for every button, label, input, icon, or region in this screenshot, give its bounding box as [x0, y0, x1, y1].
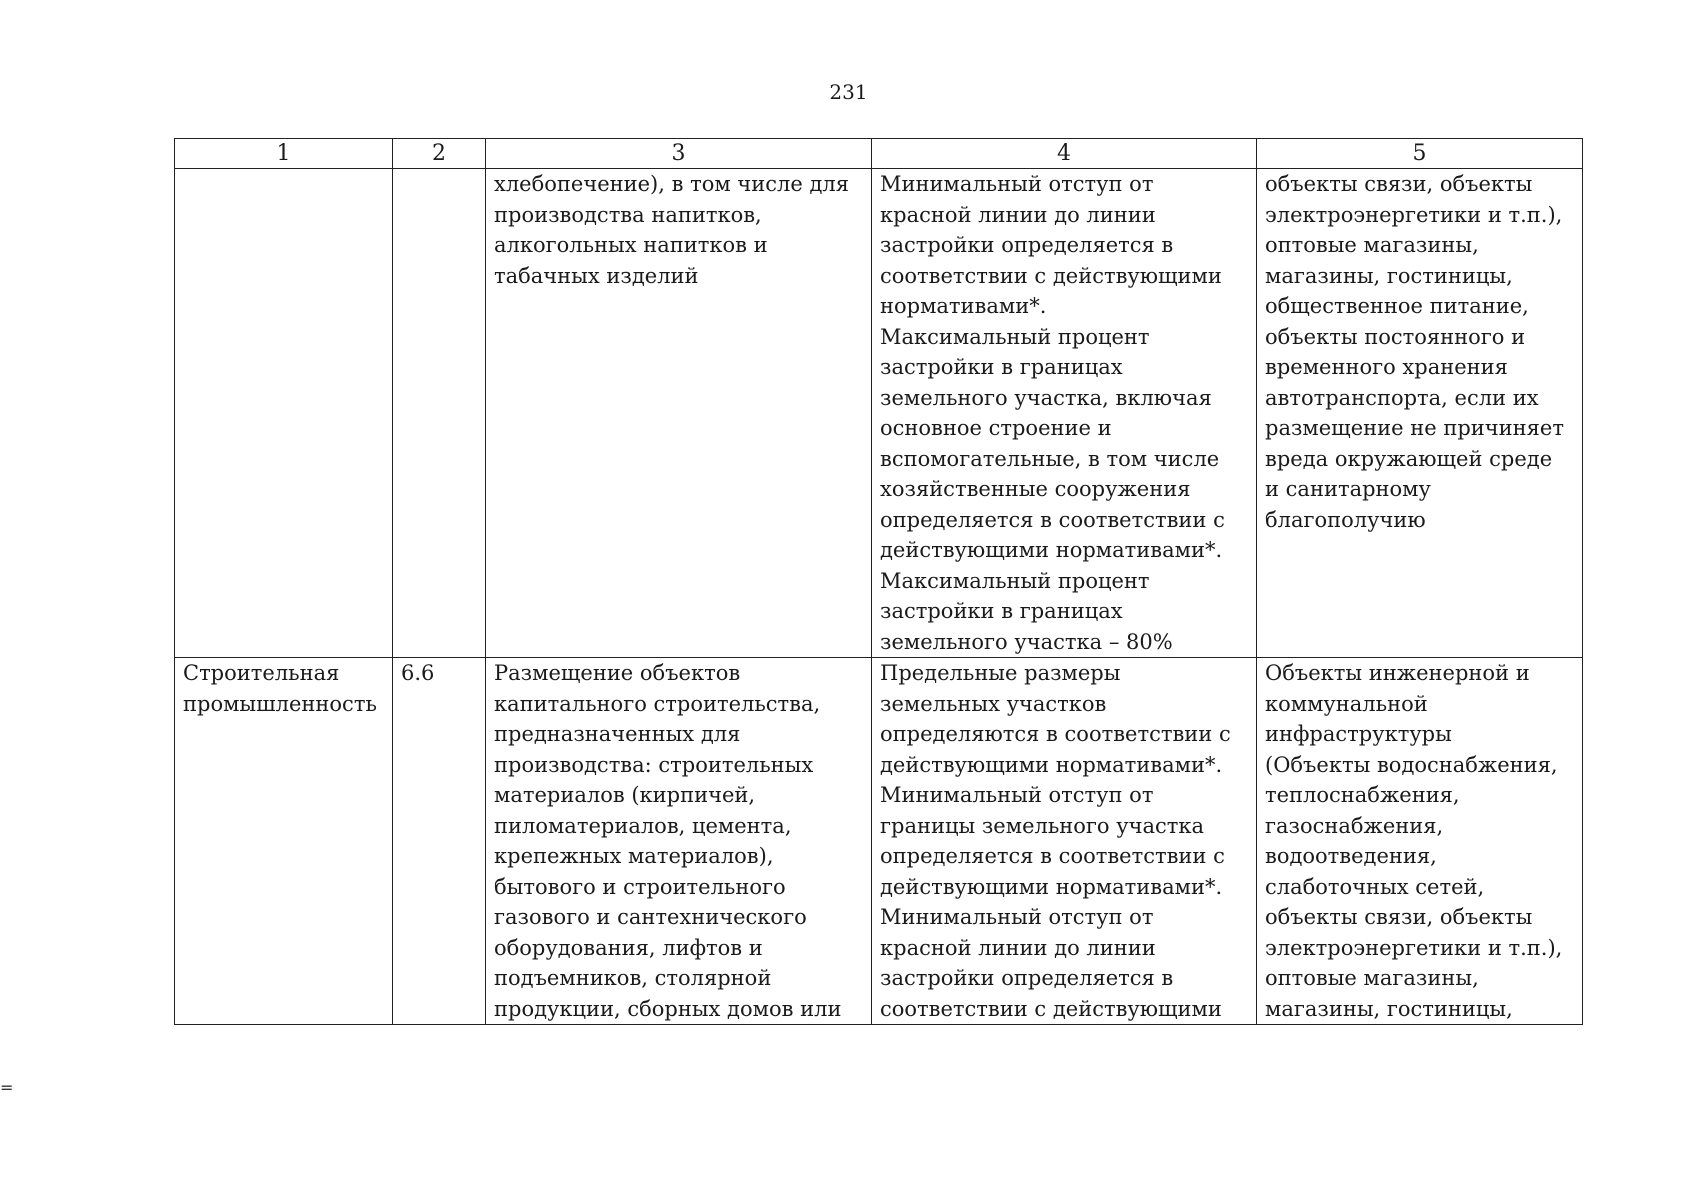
cell-text-line: электроэнергетики и т.п.),	[1265, 202, 1563, 227]
cell-text-line: соответствии с действующими	[880, 263, 1222, 288]
cell-text-line: объекты связи, объекты	[1265, 172, 1533, 196]
table-header-row	[175, 139, 1583, 169]
cell-text-line: красной линии до линии	[880, 935, 1156, 960]
cell-text-line: производства: строительных	[494, 752, 814, 777]
cell-text-line: застройки в границах	[880, 355, 1123, 379]
cell-text-line: капитального строительства,	[494, 691, 821, 716]
cell-land-use-name	[175, 658, 393, 1025]
cell-text-line: земельного участка, включая	[880, 385, 1212, 410]
page-number: 231	[829, 80, 868, 104]
cell-text-line: вспомогательные, в том числе	[880, 446, 1220, 471]
cell-text-line: действующими нормативами*.	[880, 538, 1223, 562]
cell-text-line: алкогольных напитков и	[494, 233, 768, 257]
cell-text-line: временного хранения	[1265, 355, 1508, 379]
cell-text-line: определяются в соответствии с	[880, 722, 1231, 746]
cell-text-line: Минимальный отступ от	[880, 172, 1154, 196]
cell-parameters	[872, 169, 1257, 658]
cell-text-line: объекты связи, объекты	[1265, 905, 1533, 929]
cell-text-line: производства напитков,	[494, 202, 762, 227]
cell-auxiliary-uses	[1257, 658, 1583, 1025]
cell-text-line: магазины, гостиницы,	[1265, 996, 1513, 1021]
cell-text-line: материалов (кирпичей,	[494, 783, 756, 807]
edge-mark: =	[0, 1078, 14, 1097]
cell-text-line: Предельные размеры	[880, 661, 1121, 685]
cell-text-line: земельного участка – 80%	[880, 629, 1173, 654]
cell-text-line: хозяйственные сооружения	[880, 477, 1191, 501]
cell-text-line: земельных участков	[880, 691, 1107, 716]
cell-text-line: хлебопечение), в том числе для	[494, 172, 849, 196]
cell-text-line: застройки определяется в	[880, 233, 1174, 257]
cell-text-line: подъемников, столярной	[494, 966, 772, 990]
cell-parameters	[872, 658, 1257, 1025]
cell-text-line: Минимальный отступ от	[880, 905, 1154, 929]
cell-text-line: определяется в соответствии с	[880, 844, 1225, 868]
cell-auxiliary-uses	[1257, 169, 1583, 658]
cell-text-line: действующими нормативами*.	[880, 874, 1223, 899]
cell-text-line: предназначенных для	[494, 722, 741, 746]
cell-text-line: Максимальный процент	[880, 568, 1150, 593]
cell-code	[393, 169, 486, 658]
cell-code	[393, 658, 486, 1025]
cell-text-line: Объекты инженерной и	[1265, 661, 1530, 685]
cell-text-line: Максимальный процент	[880, 324, 1150, 349]
cell-land-use-name	[175, 169, 393, 658]
cell-text-line: магазины, гостиницы,	[1265, 263, 1513, 288]
cell-text-line: табачных изделий	[494, 263, 699, 288]
cell-text-line: автотранспорта, если их	[1265, 385, 1539, 410]
cell-text-line: застройки в границах	[880, 599, 1123, 623]
column-header-5: 5	[1257, 139, 1583, 169]
cell-text-line: газоснабжения,	[1265, 813, 1444, 838]
cell-text-line: общественное питание,	[1265, 294, 1529, 318]
cell-text-line: (Объекты водоснабжения,	[1265, 752, 1558, 777]
cell-text-line: Строительная	[183, 661, 340, 685]
table-row	[175, 658, 1583, 1025]
cell-text-line: соответствии с действующими	[880, 996, 1222, 1021]
cell-text-line: слаботочных сетей,	[1265, 874, 1485, 899]
cell-use-description	[486, 169, 872, 658]
cell-text-line: основное строение и	[880, 416, 1112, 440]
cell-use-description	[486, 658, 872, 1025]
cell-text-line: размещение не причиняет	[1265, 416, 1564, 440]
cell-text-line: вреда окружающей среде	[1265, 446, 1553, 471]
cell-text-line: коммунальной	[1265, 691, 1428, 716]
column-header-1: 1	[175, 139, 393, 169]
cell-text-line: пиломатериалов, цемента,	[494, 813, 792, 838]
cell-text-line: застройки определяется в	[880, 966, 1174, 990]
cell-text-line: промышленность	[183, 691, 377, 716]
cell-text-line: Размещение объектов	[494, 661, 741, 685]
cell-text-line: крепежных материалов),	[494, 844, 774, 868]
cell-text-line: нормативами*.	[880, 294, 1047, 318]
cell-text-line: оборудования, лифтов и	[494, 935, 763, 960]
cell-text-line: объекты постоянного и	[1265, 324, 1526, 349]
cell-text-line: и санитарному	[1265, 477, 1431, 501]
cell-text-line: электроэнергетики и т.п.),	[1265, 935, 1563, 960]
column-header-2: 2	[393, 139, 486, 169]
cell-text-line: теплоснабжения,	[1265, 783, 1460, 807]
cell-text-line: определяется в соответствии с	[880, 507, 1225, 532]
cell-text-line: водоотведения,	[1265, 844, 1437, 868]
cell-text-line: оптовые магазины,	[1265, 966, 1479, 990]
column-header-3: 3	[486, 139, 872, 169]
table-row	[175, 169, 1583, 658]
cell-text-line: инфраструктуры	[1265, 722, 1452, 746]
cell-text-line: красной линии до линии	[880, 202, 1156, 227]
cell-text-line: благополучию	[1265, 507, 1426, 532]
cell-text-line: 6.6	[401, 661, 435, 685]
cell-text-line: Минимальный отступ от	[880, 783, 1154, 807]
cell-text-line: бытового и строительного	[494, 874, 786, 899]
cell-text-line: продукции, сборных домов или	[494, 996, 842, 1021]
cell-text-line: оптовые магазины,	[1265, 233, 1479, 257]
cell-text-line: газового и сантехнического	[494, 905, 807, 929]
cell-text-line: действующими нормативами*.	[880, 752, 1223, 777]
cell-text-line: границы земельного участка	[880, 813, 1205, 838]
column-header-4: 4	[872, 139, 1257, 169]
zoning-table	[174, 138, 1583, 1025]
